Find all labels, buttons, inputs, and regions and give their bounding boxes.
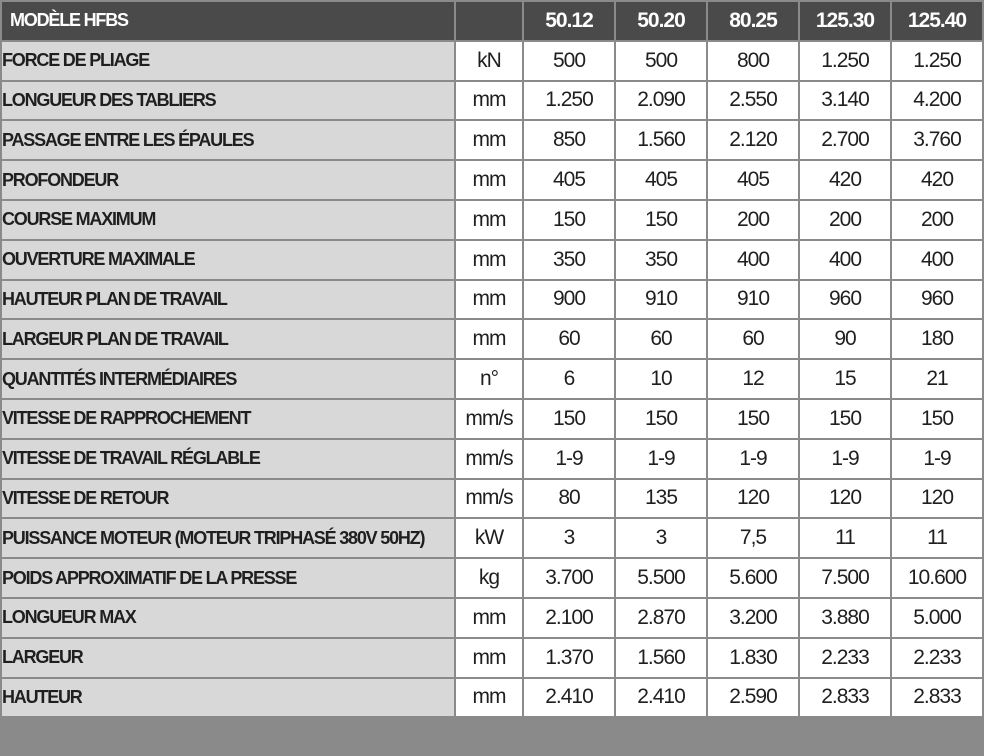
value-cell: 900 — [524, 281, 614, 319]
value-cell: 405 — [616, 161, 706, 199]
value-cell: 4.200 — [892, 82, 982, 120]
row-label: POIDS APPROXIMATIF DE LA PRESSE — [2, 559, 454, 597]
table-row — [2, 201, 982, 239]
row-label: LONGUEUR DES TABLIERS — [2, 82, 454, 120]
table-row — [2, 161, 982, 199]
row-unit: mm — [456, 241, 522, 279]
value-cell: 11 — [892, 519, 982, 557]
row-unit: mm/s — [456, 440, 522, 478]
table-row — [2, 320, 982, 358]
row-label: PASSAGE ENTRE LES ÉPAULES — [2, 121, 454, 159]
value-cell: 1-9 — [800, 440, 890, 478]
value-cell: 960 — [892, 281, 982, 319]
row-label: LONGUEUR MAX — [2, 599, 454, 637]
value-cell: 10.600 — [892, 559, 982, 597]
value-cell: 10 — [616, 360, 706, 398]
row-label: HAUTEUR PLAN DE TRAVAIL — [2, 281, 454, 319]
row-label: HAUTEUR — [2, 679, 454, 717]
value-cell: 150 — [892, 400, 982, 438]
row-unit: mm — [456, 639, 522, 677]
table-row — [2, 519, 982, 557]
row-label: PUISSANCE MOTEUR (MOTEUR TRIPHASÉ 380V 50HZ) — [2, 519, 454, 557]
value-cell: 3 — [524, 519, 614, 557]
table-row — [2, 281, 982, 319]
table-row — [2, 82, 982, 120]
model-column-header: 80.25 — [708, 2, 798, 40]
table-row — [2, 42, 982, 80]
value-cell: 3 — [616, 519, 706, 557]
table-row — [2, 440, 982, 478]
value-cell: 960 — [800, 281, 890, 319]
value-cell: 150 — [524, 201, 614, 239]
value-cell: 400 — [800, 241, 890, 279]
value-cell: 910 — [616, 281, 706, 319]
value-cell: 3.200 — [708, 599, 798, 637]
value-cell: 800 — [708, 42, 798, 80]
value-cell: 12 — [708, 360, 798, 398]
value-cell: 120 — [800, 480, 890, 518]
row-unit: mm — [456, 599, 522, 637]
row-unit: mm — [456, 82, 522, 120]
value-cell: 5.000 — [892, 599, 982, 637]
value-cell: 1-9 — [524, 440, 614, 478]
row-label: COURSE MAXIMUM — [2, 201, 454, 239]
row-label: VITESSE DE RETOUR — [2, 480, 454, 518]
value-cell: 2.590 — [708, 679, 798, 717]
value-cell: 400 — [892, 241, 982, 279]
value-cell: 350 — [616, 241, 706, 279]
value-cell: 2.870 — [616, 599, 706, 637]
value-cell: 1-9 — [708, 440, 798, 478]
row-label: VITESSE DE RAPPROCHEMENT — [2, 400, 454, 438]
value-cell: 405 — [708, 161, 798, 199]
value-cell: 7,5 — [708, 519, 798, 557]
table-row — [2, 679, 982, 717]
value-cell: 15 — [800, 360, 890, 398]
row-unit: n° — [456, 360, 522, 398]
value-cell: 135 — [616, 480, 706, 518]
value-cell: 11 — [800, 519, 890, 557]
value-cell: 150 — [616, 201, 706, 239]
model-column-header: 125.30 — [800, 2, 890, 40]
value-cell: 1.370 — [524, 639, 614, 677]
value-cell: 80 — [524, 480, 614, 518]
value-cell: 2.233 — [892, 639, 982, 677]
value-cell: 2.100 — [524, 599, 614, 637]
value-cell: 500 — [524, 42, 614, 80]
value-cell: 200 — [708, 201, 798, 239]
value-cell: 2.550 — [708, 82, 798, 120]
row-label: FORCE DE PLIAGE — [2, 42, 454, 80]
table-row — [2, 639, 982, 677]
value-cell: 400 — [708, 241, 798, 279]
table-row — [2, 559, 982, 597]
value-cell: 2.700 — [800, 121, 890, 159]
unit-header — [456, 2, 522, 40]
value-cell: 7.500 — [800, 559, 890, 597]
value-cell: 1.250 — [524, 82, 614, 120]
value-cell: 2.120 — [708, 121, 798, 159]
value-cell: 3.140 — [800, 82, 890, 120]
model-header: MODÈLE HFBS — [2, 2, 454, 40]
value-cell: 3.880 — [800, 599, 890, 637]
row-label: PROFONDEUR — [2, 161, 454, 199]
value-cell: 21 — [892, 360, 982, 398]
header-row — [2, 2, 982, 40]
value-cell: 5.600 — [708, 559, 798, 597]
value-cell: 150 — [524, 400, 614, 438]
value-cell: 120 — [708, 480, 798, 518]
row-unit: mm — [456, 161, 522, 199]
row-label: LARGEUR — [2, 639, 454, 677]
value-cell: 2.833 — [800, 679, 890, 717]
table-row — [2, 400, 982, 438]
row-unit: kN — [456, 42, 522, 80]
value-cell: 200 — [892, 201, 982, 239]
value-cell: 1.250 — [800, 42, 890, 80]
value-cell: 420 — [892, 161, 982, 199]
row-unit: mm — [456, 320, 522, 358]
value-cell: 1.250 — [892, 42, 982, 80]
value-cell: 1.560 — [616, 121, 706, 159]
value-cell: 2.233 — [800, 639, 890, 677]
value-cell: 60 — [616, 320, 706, 358]
value-cell: 1-9 — [616, 440, 706, 478]
value-cell: 1.560 — [616, 639, 706, 677]
value-cell: 200 — [800, 201, 890, 239]
row-label: OUVERTURE MAXIMALE — [2, 241, 454, 279]
row-unit: mm — [456, 121, 522, 159]
value-cell: 60 — [524, 320, 614, 358]
table-row — [2, 599, 982, 637]
value-cell: 850 — [524, 121, 614, 159]
value-cell: 405 — [524, 161, 614, 199]
value-cell: 5.500 — [616, 559, 706, 597]
value-cell: 120 — [892, 480, 982, 518]
row-unit: mm/s — [456, 400, 522, 438]
row-unit: mm — [456, 201, 522, 239]
value-cell: 90 — [800, 320, 890, 358]
row-label: LARGEUR PLAN DE TRAVAIL — [2, 320, 454, 358]
table-row — [2, 480, 982, 518]
row-unit: mm — [456, 281, 522, 319]
value-cell: 910 — [708, 281, 798, 319]
spec-table-body — [2, 42, 982, 717]
value-cell: 1.830 — [708, 639, 798, 677]
value-cell: 6 — [524, 360, 614, 398]
value-cell: 2.833 — [892, 679, 982, 717]
model-column-header: 50.20 — [616, 2, 706, 40]
value-cell: 180 — [892, 320, 982, 358]
row-label: QUANTITÉS INTERMÉDIAIRES — [2, 360, 454, 398]
value-cell: 3.760 — [892, 121, 982, 159]
value-cell: 3.700 — [524, 559, 614, 597]
table-row — [2, 241, 982, 279]
row-unit: kW — [456, 519, 522, 557]
model-column-header: 125.40 — [892, 2, 982, 40]
value-cell: 2.410 — [524, 679, 614, 717]
row-unit: mm — [456, 679, 522, 717]
value-cell: 500 — [616, 42, 706, 80]
model-column-header: 50.12 — [524, 2, 614, 40]
value-cell: 150 — [800, 400, 890, 438]
value-cell: 2.410 — [616, 679, 706, 717]
value-cell: 1-9 — [892, 440, 982, 478]
value-cell: 150 — [616, 400, 706, 438]
value-cell: 60 — [708, 320, 798, 358]
value-cell: 150 — [708, 400, 798, 438]
table-row — [2, 360, 982, 398]
table-row — [2, 121, 982, 159]
row-label: VITESSE DE TRAVAIL RÉGLABLE — [2, 440, 454, 478]
row-unit: kg — [456, 559, 522, 597]
value-cell: 2.090 — [616, 82, 706, 120]
row-unit: mm/s — [456, 480, 522, 518]
value-cell: 350 — [524, 241, 614, 279]
value-cell: 420 — [800, 161, 890, 199]
